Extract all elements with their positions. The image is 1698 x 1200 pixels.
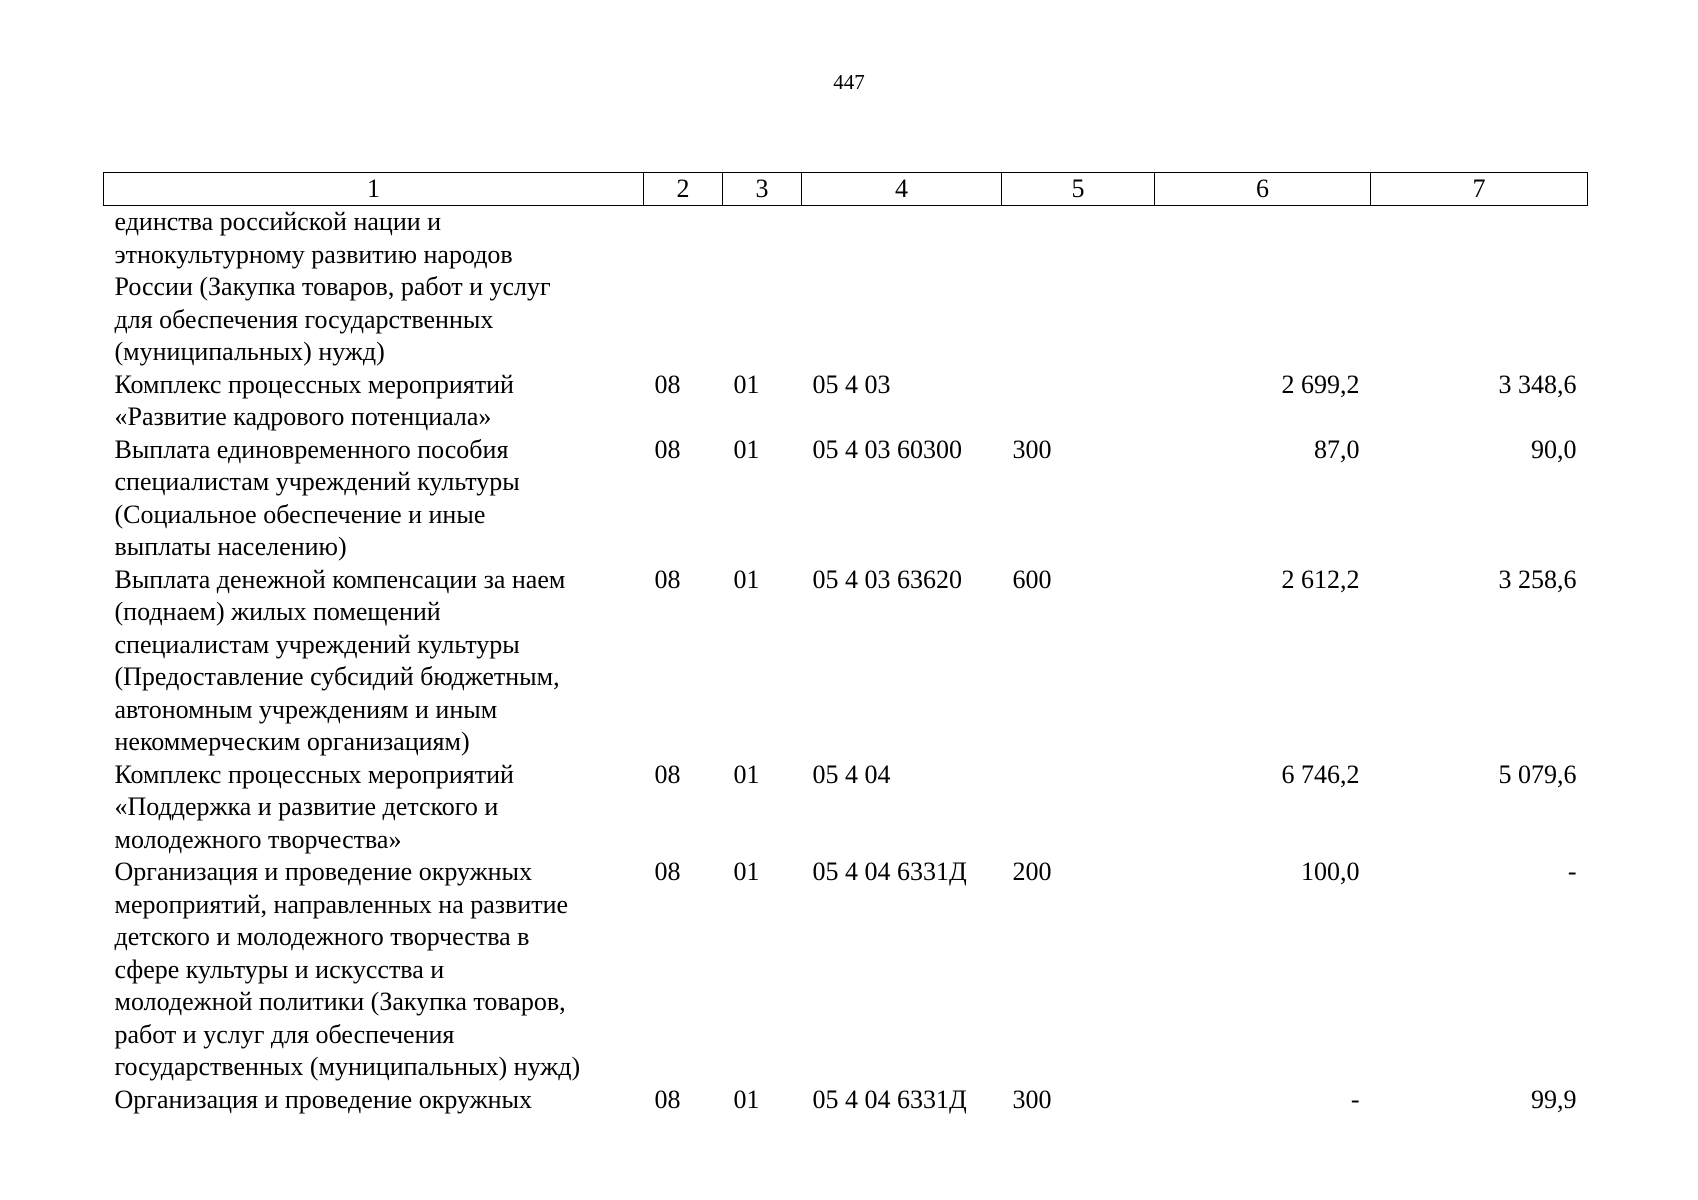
budget-table [103, 172, 1588, 1116]
row-description: Выплата денежной компенсации за наем (поднаем) жилых помещений специалистам учреждений культуры (Предоставление субсидий бюджетным, автономным учреждениям и иным некоммерческим организациям) [114, 564, 566, 756]
amount-col-6: 6 746,2 [1281, 759, 1360, 789]
section-code: 08 [654, 369, 681, 399]
amount-col-7: 3 348,6 [1498, 369, 1577, 399]
column-header-5: 5 [1002, 173, 1155, 206]
amount-col-7 [1371, 206, 1588, 369]
section-code: 08 [654, 564, 681, 594]
target-article-code: 05 4 04 [812, 759, 891, 789]
column-header-1: 1 [104, 173, 644, 206]
expense-type-code [1002, 759, 1155, 857]
row-description: Комплекс процессных мероприятий «Поддержка и развитие детского и молодежного творчества» [114, 759, 514, 854]
column-header-7: 7 [1371, 173, 1588, 206]
amount-col-7: 3 258,6 [1498, 564, 1577, 594]
amount-col-6: - [1350, 1084, 1360, 1114]
target-article-code: 05 4 03 60300 [812, 434, 962, 464]
table-row [104, 434, 1588, 564]
amount-col-7: 90,0 [1531, 434, 1577, 464]
table-row [104, 206, 1588, 369]
target-article-code: 05 4 04 6331Д [812, 1084, 967, 1114]
section-code: 08 [654, 759, 681, 789]
target-article-code: 05 4 03 63620 [812, 564, 962, 594]
table-body [104, 206, 1588, 1117]
subsection-code: 01 [733, 369, 760, 399]
subsection-code: 01 [733, 759, 760, 789]
amount-col-7: 5 079,6 [1498, 759, 1577, 789]
section-code [644, 206, 723, 369]
column-header-4: 4 [802, 173, 1002, 206]
target-article-code: 05 4 04 6331Д [812, 857, 967, 886]
row-description: Организация и проведение окружных [114, 1084, 532, 1114]
section-code: 08 [654, 434, 681, 464]
expense-type-code: 600 [1012, 564, 1052, 594]
subsection-code: 01 [733, 857, 760, 886]
table-header [104, 173, 1588, 206]
column-header-3: 3 [723, 173, 802, 206]
subsection-code: 01 [733, 564, 760, 594]
amount-col-6: 87,0 [1314, 434, 1360, 464]
expense-type-code: 300 [1012, 434, 1052, 464]
table-row [104, 759, 1588, 857]
section-code: 08 [654, 1084, 681, 1114]
row-description: Организация и проведение окружных мероприятий, направленных на развитие детского и молодежного творчества в сфере культуры и искусства и молодежной политики (Закупка товаров, работ и услуг для обеспечения государственных (муниципальных) нужд) [114, 857, 581, 1081]
row-description: Комплекс процессных мероприятий «Развитие кадрового потенциала» [114, 369, 514, 431]
table-row [104, 369, 1588, 434]
subsection-code [723, 206, 802, 369]
subsection-code: 01 [733, 434, 760, 464]
expense-type-code [1002, 369, 1155, 434]
amount-col-6: 100,0 [1301, 857, 1360, 886]
amount-col-6 [1155, 206, 1371, 369]
amount-col-7: 99,9 [1531, 1084, 1577, 1114]
column-header-2: 2 [644, 173, 723, 206]
expense-type-code: 200 [1012, 857, 1052, 886]
row-description: Выплата единовременного пособия специалистам учреждений культуры (Социальное обеспечение и иные выплаты населению) [114, 434, 520, 561]
header-row [104, 173, 1588, 206]
subsection-code: 01 [733, 1084, 760, 1114]
expense-type-code: 300 [1012, 1084, 1052, 1114]
amount-col-6: 2 699,2 [1281, 369, 1360, 399]
row-description: единства российской нации и этнокультурному развитию народов России (Закупка товаров, работ и услуг для обеспечения государственных (муниципальных) нужд) [114, 207, 551, 366]
column-header-6: 6 [1155, 173, 1371, 206]
expense-type-code [1002, 206, 1155, 369]
target-article-code [802, 206, 1002, 369]
table-row [104, 564, 1588, 759]
table-row [104, 1084, 1588, 1117]
section-code: 08 [654, 857, 681, 886]
amount-col-7: - [1567, 857, 1577, 886]
target-article-code: 05 4 03 [812, 369, 891, 399]
page-number: 447 [833, 70, 865, 94]
table-row [104, 856, 1588, 1084]
amount-col-6: 2 612,2 [1281, 564, 1360, 594]
